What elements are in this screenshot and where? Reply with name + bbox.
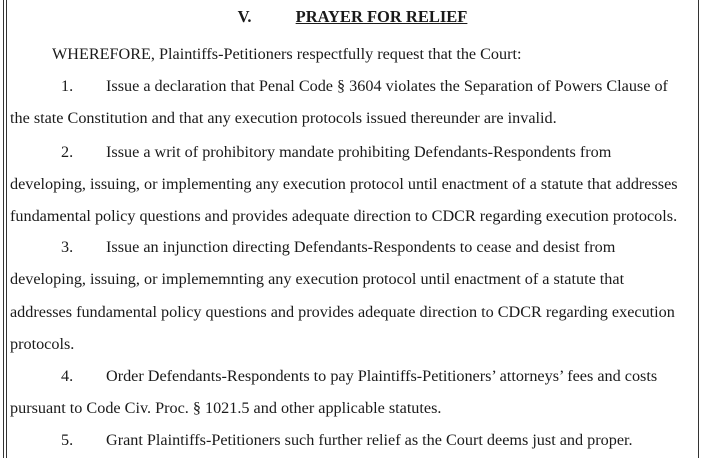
item-5-number: 5. xyxy=(61,431,74,449)
item-1-line-1: Issue a declaration that Penal Code § 3604 violates the Separation of Powers Clause of xyxy=(106,77,668,95)
item-3-line-3: addresses fundamental policy questions and provides adequate direction to CDCR regarding execution xyxy=(10,303,675,321)
item-4-line-2: pursuant to Code Civ. Proc. § 1021.5 and other applicable statutes. xyxy=(10,399,442,417)
item-4-number: 4. xyxy=(61,367,74,385)
item-3-line-4: protocols. xyxy=(10,335,75,353)
item-3-number: 3. xyxy=(61,238,74,256)
item-3-line-2: developing, issuing, or implememnting any execution protocol until enactment of a statute that xyxy=(10,270,625,288)
left-margin-rule-inner xyxy=(6,0,7,458)
item-2-line-2: developing, issuing, or implementing any execution protocol until enactment of a statute that addresses xyxy=(10,175,678,193)
item-3-line-1: Issue an injunction directing Defendants-Respondents to cease and desist from xyxy=(106,238,616,256)
item-2-line-3: fundamental policy questions and provides adequate direction to CDCR regarding execution protocols. xyxy=(10,207,678,225)
item-5-line-1: Grant Plaintiffs-Petitioners such further relief as the Court deems just and proper. xyxy=(106,431,633,449)
item-2-number: 2. xyxy=(61,143,74,161)
left-margin-rule-outer xyxy=(3,0,4,458)
item-2-line-1: Issue a writ of prohibitory mandate prohibiting Defendants-Respondents from xyxy=(106,143,612,161)
right-margin-rule xyxy=(698,0,699,458)
intro-paragraph: WHEREFORE, Plaintiffs-Petitioners respectfully request that the Court: xyxy=(52,45,522,63)
item-1-number: 1. xyxy=(61,77,74,95)
item-1-line-2: the state Constitution and that any execution protocols issued thereunder are invalid. xyxy=(10,109,557,127)
item-4-line-1: Order Defendants-Respondents to pay Plaintiffs-Petitioners’ attorneys’ fees and costs xyxy=(106,367,658,385)
section-heading xyxy=(0,7,705,27)
section-title: PRAYER FOR RELIEF xyxy=(295,7,468,26)
section-number: V. xyxy=(237,7,252,26)
